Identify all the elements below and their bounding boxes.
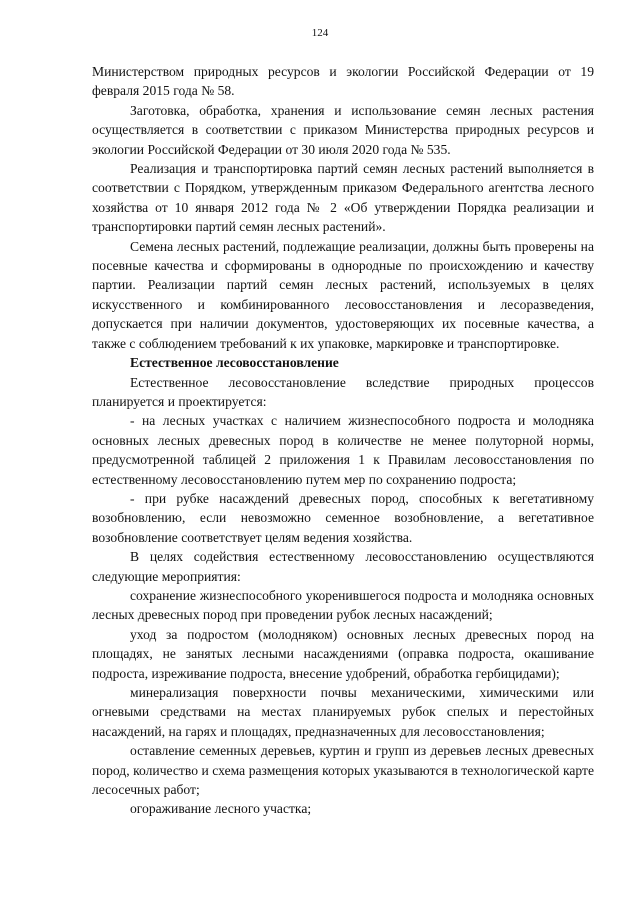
paragraph: Министерством природных ресурсов и экологии Российской Федерации от 19 февраля 2015 года № 58. bbox=[92, 64, 594, 99]
paragraph: Заготовка, обработка, хранения и использование семян лесных растения осуществляется в соответствии с приказом Министерства природных ресурсов и экологии Российской Федерации от 30 июля 2020 года № 535. bbox=[92, 102, 594, 157]
section-heading: Естественное лесовосстановление bbox=[130, 355, 339, 371]
paragraph: Реализация и транспортировка партий семян лесных растений выполняется в соответствии с Порядком, утвержденным приказом Федерального агентства лесного хозяйства от 10 января 2012 года № 2 «Об утверждении Порядка реализации и транспортировки партий семян лесных растений». bbox=[92, 161, 594, 235]
paragraph: В целях содействия естественному лесовосстановлению осуществляются следующие мероприятия: bbox=[92, 549, 594, 584]
list-item: уход за подростом (молодняком) основных лесных древесных пород на площадях, не занятых лесными насаждениями (оправка подроста, окашивание подроста, изреживание подроста, внесение удобрений, обработка гербицидами); bbox=[92, 626, 594, 681]
page-number: 124 bbox=[311, 27, 329, 39]
list-item: минерализация поверхности почвы механическими, химическими или огневыми средствами на местах планируемых рубок спелых и перестойных насаждений, на гарях и площадях, предназначенных для лесовосстановления; bbox=[92, 685, 594, 739]
list-item: огораживание лесного участка; bbox=[130, 801, 312, 817]
document-body bbox=[92, 62, 594, 819]
list-item: оставление семенных деревьев, куртин и групп из деревьев лесных древесных пород, количество и схема размещения которых указываются в технологической карте лесосечных работ; bbox=[92, 743, 594, 798]
paragraph: Естественное лесовосстановление вследствие природных процессов планируется и проектируется: bbox=[92, 374, 594, 409]
list-item: - при рубке насаждений древесных пород, способных к вегетативному возобновлению, если невозможно семенное возобновление, а вегетативное возобновление соответствует целям ведения хозяйства. bbox=[92, 490, 594, 545]
paragraph: Семена лесных растений, подлежащие реализации, должны быть проверены на посевные качества и сформированы в однородные по происхождению и качеству партии. Реализации партий семян лесных растений, используемых в целях искусственного и комбинированного лесовосстановления и лесоразведения, допускается при наличии документов, удостоверяющих их посевные качества, а также с соблюдением требований к их упаковке, маркировке и транспортировке. bbox=[92, 238, 594, 351]
list-item: сохранение жизнеспособного укоренившегося подроста и молодняка основных лесных древесных пород при проведении рубок лесных насаждений; bbox=[92, 587, 594, 623]
list-item: - на лесных участках с наличием жизнеспособного подроста и молодняка основных лесных древесных пород в количестве не менее полуторной нормы, предусмотренной таблицей 2 приложения 1 к Правилам лесовосстановления по естественному лесовосстановлению путем мер по сохранению подроста; bbox=[92, 413, 594, 487]
